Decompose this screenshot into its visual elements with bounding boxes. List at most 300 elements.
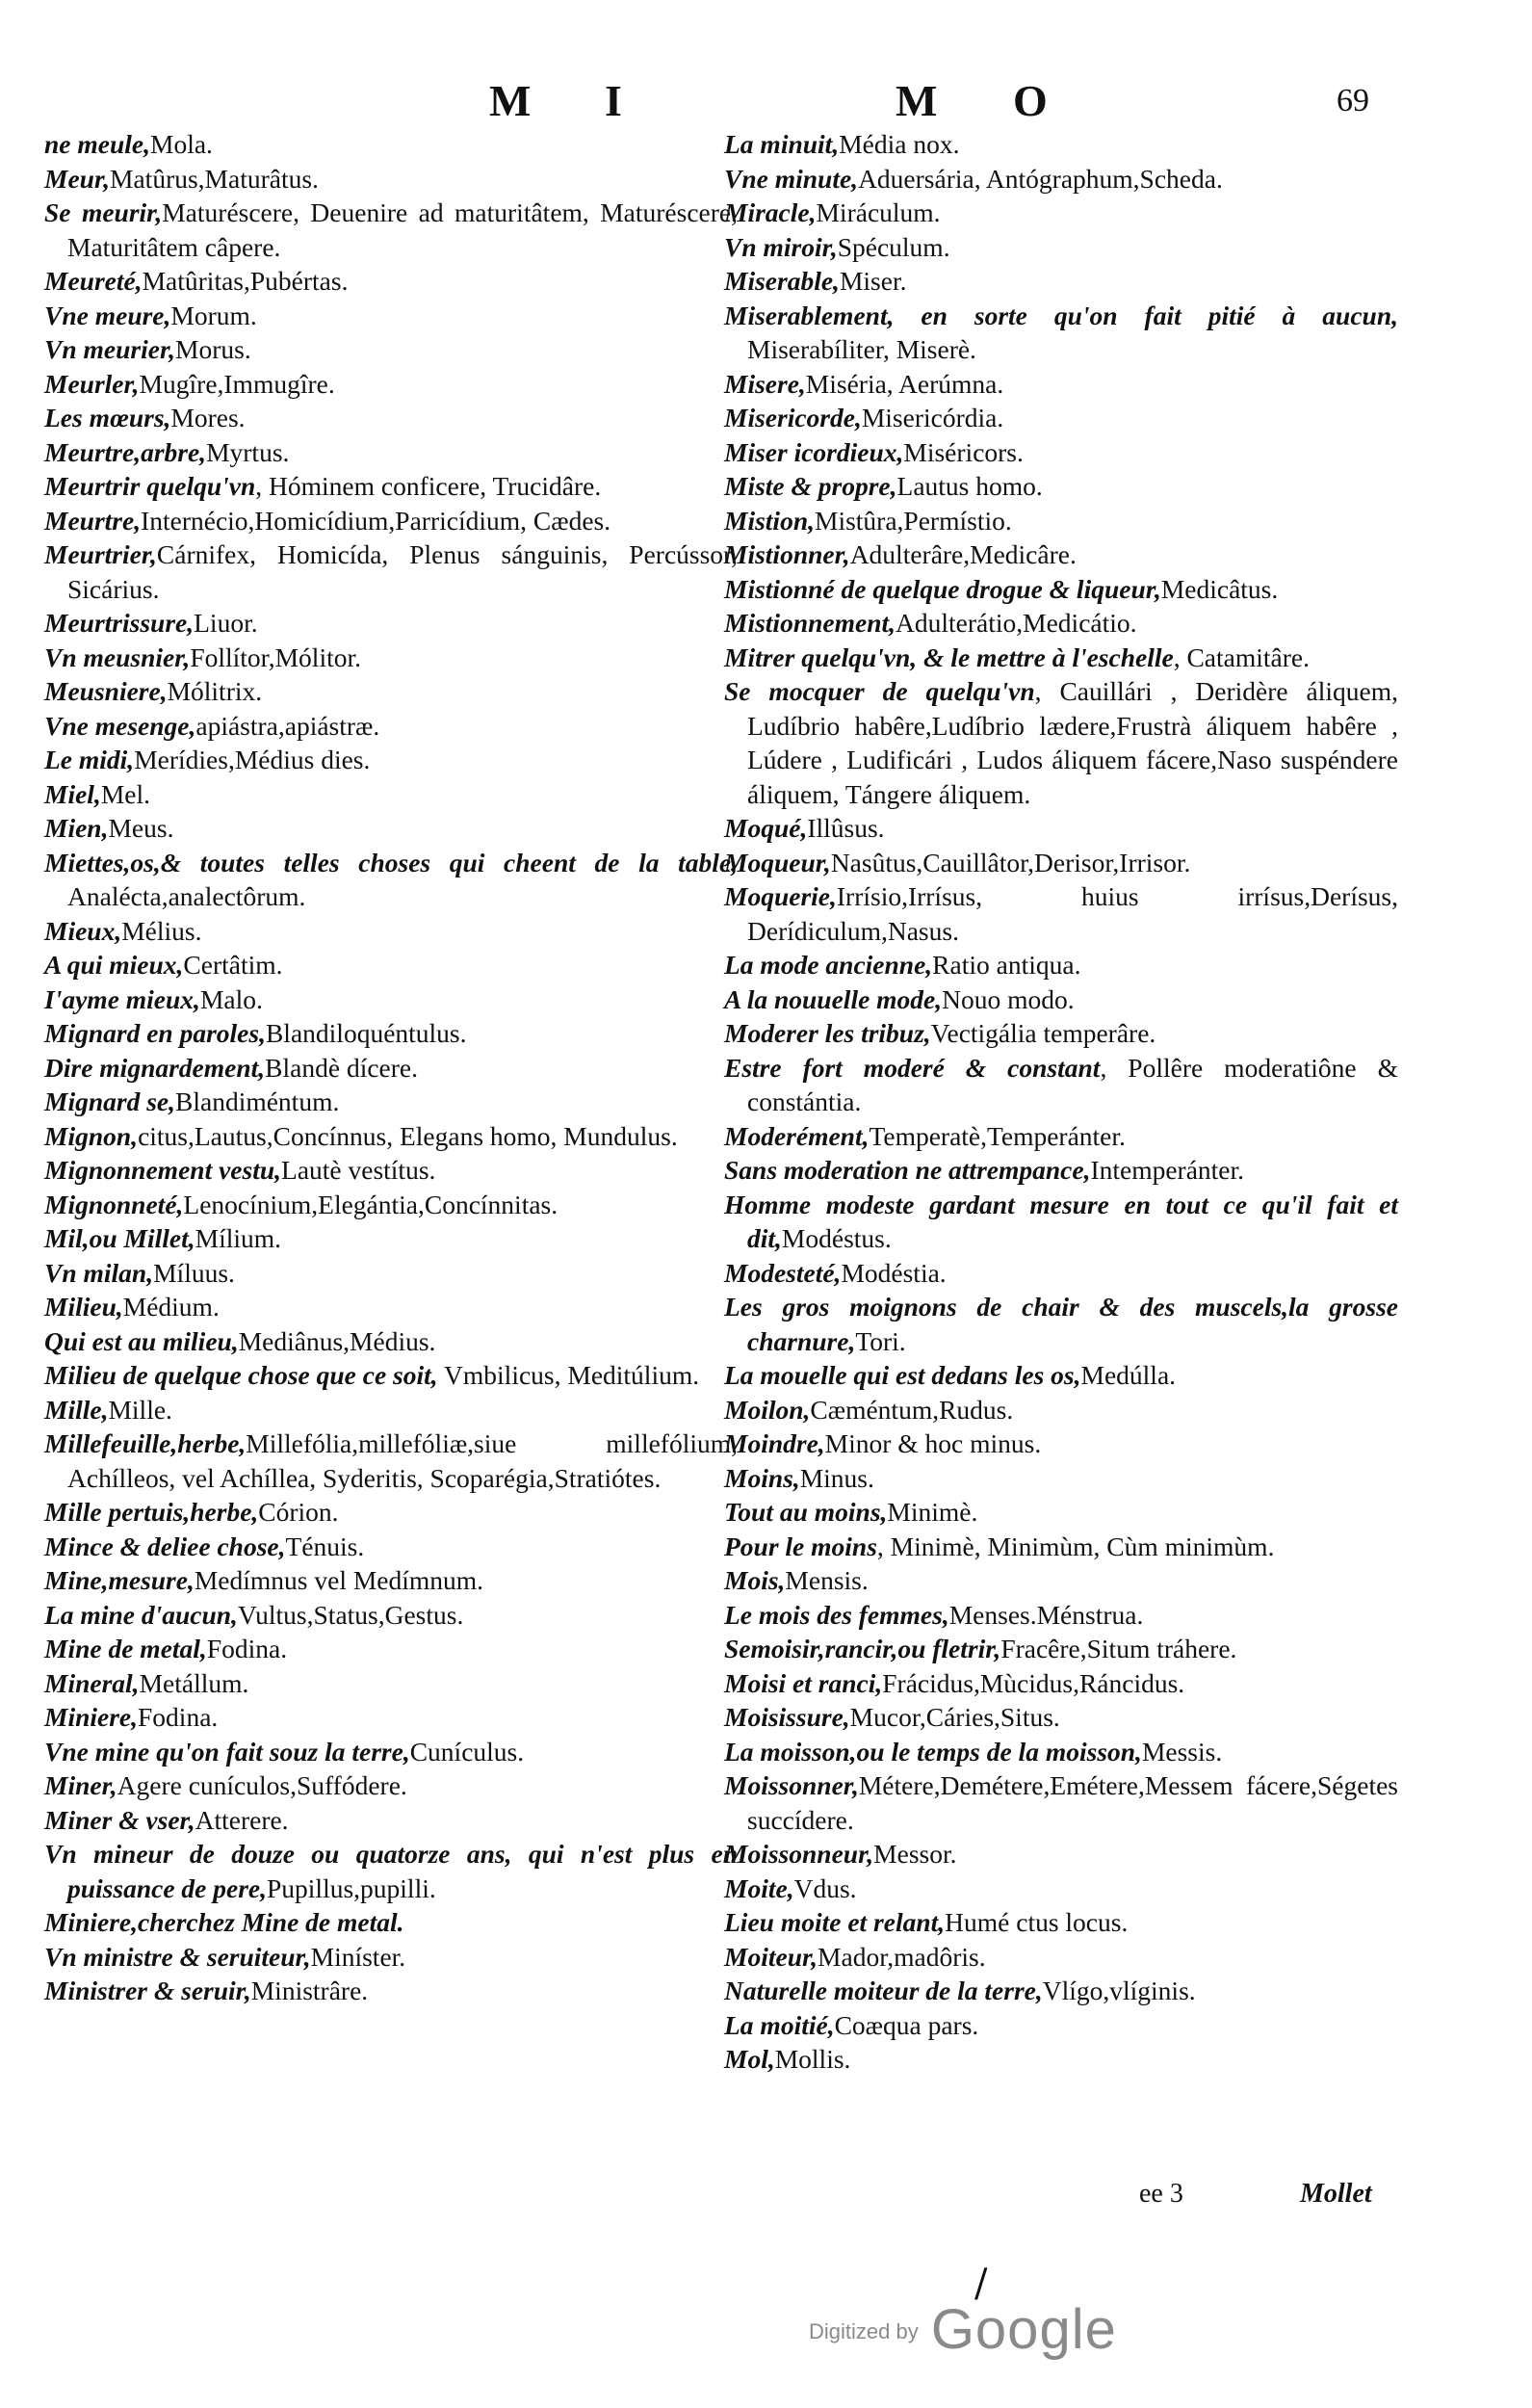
stray-ink-mark: / — [974, 2262, 988, 2306]
entry-definition: Blandiméntum. — [175, 1086, 340, 1116]
entry-headword: Meur, — [44, 163, 111, 194]
entry-definition: Agere cunículos,Suffódere. — [117, 1770, 407, 1800]
entry-definition: Follítor,Mólitor. — [190, 641, 361, 672]
running-header — [0, 75, 1532, 133]
entry-definition: Nouo modo. — [942, 983, 1075, 1014]
entry-headword: Vn meusnier, — [44, 641, 191, 672]
entry-headword: Mignonnement vestu, — [44, 1155, 282, 1185]
dictionary-entry — [44, 1085, 738, 1119]
dictionary-entry — [44, 435, 738, 470]
signature-mark: ee 3 — [1139, 2179, 1183, 2209]
entry-headword: Moilon, — [724, 1394, 811, 1425]
entry-definition: Minus. — [799, 1462, 874, 1493]
entry-definition: Mólitrix. — [167, 676, 263, 706]
dictionary-entry — [44, 1530, 738, 1564]
dictionary-entry — [44, 1598, 738, 1633]
dictionary-entry — [724, 1837, 1398, 1871]
dictionary-entry — [44, 1666, 738, 1701]
entry-headword: Se meurir, — [44, 197, 163, 227]
dictionary-entry — [724, 1119, 1398, 1154]
entry-definition: Meus. — [108, 813, 174, 843]
dictionary-entry — [44, 1426, 738, 1495]
entry-headword: Modesteté, — [724, 1257, 842, 1288]
dictionary-entry — [724, 537, 1398, 572]
dictionary-entry — [44, 846, 738, 914]
entry-headword: Miserablement, en sorte qu'on fait pitié à aucun, — [724, 300, 1398, 330]
entry-definition: Malo. — [199, 983, 263, 1014]
entry-definition: Miser. — [839, 266, 907, 296]
entry-definition: Vlígo,vlíginis. — [1042, 1976, 1196, 2005]
entry-headword: Mieux, — [44, 915, 122, 946]
entry-headword: La moitié, — [724, 2009, 835, 2040]
right-column — [724, 127, 1398, 2077]
entry-definition: , Cauillári , Deridère áliquem, Ludíbrio habêre,Ludíbrio lædere,Frustrà áliquem habêre , Lúdere , Ludificári , Ludos áliquem fácere,Naso suspéndere áliquem, Tángere áliquem. — [747, 676, 1398, 809]
entry-headword: Mille pertuis,herbe, — [44, 1497, 259, 1527]
entry-definition: Illûsus. — [807, 813, 885, 843]
entry-headword: Vn mineur de douze ou quatorze ans, qui n'est plus en puissance de pere, — [44, 1839, 738, 1903]
entry-headword: Mitrer quelqu'vn, & le mettre à l'eschelle — [724, 641, 1174, 672]
entry-definition: Mille. — [108, 1394, 172, 1425]
entry-definition: , Catamitâre. — [1173, 641, 1310, 672]
entry-definition: Liuor. — [194, 608, 258, 638]
entry-definition: Internécio,Homicídium,Parricídium, Cædes. — [141, 505, 611, 536]
dictionary-entry — [44, 162, 738, 196]
entry-definition: Medúlla. — [1080, 1360, 1177, 1390]
entry-headword: Meurtrissure, — [44, 608, 195, 638]
entry-headword: Moindre, — [724, 1428, 825, 1458]
entry-definition: Miníster. — [310, 1941, 406, 1972]
entry-headword: Lieu moite et relant, — [724, 1907, 946, 1937]
dictionary-entry — [44, 1837, 738, 1905]
entry-headword: Moderément, — [724, 1120, 870, 1151]
entry-definition: Morum. — [170, 300, 257, 330]
dictionary-entry — [724, 2008, 1398, 2043]
entry-definition: Miséricors. — [903, 436, 1024, 467]
entry-definition: Metállum. — [139, 1667, 249, 1698]
entry-definition: Miráculum. — [816, 197, 941, 227]
dictionary-entry — [724, 1666, 1398, 1701]
dictionary-entry — [44, 1051, 738, 1086]
entry-headword: Moiteur, — [724, 1941, 818, 1972]
entry-definition: Morus. — [175, 334, 251, 364]
entry-definition: Fodina. — [206, 1634, 288, 1663]
entry-definition: Mistûra,Permístio. — [815, 505, 1012, 536]
entry-definition: Modéstus. — [781, 1223, 892, 1253]
entry-headword: Mince & deliee chose, — [44, 1531, 286, 1561]
entry-headword: Pour le moins — [724, 1531, 877, 1561]
entry-definition: Analécta,analectôrum. — [67, 881, 306, 911]
dictionary-entry — [44, 1974, 738, 2008]
dictionary-entry — [44, 674, 738, 709]
entry-headword: La moisson,ou le temps de la moisson, — [724, 1736, 1142, 1767]
entry-headword: Les mœurs, — [44, 403, 171, 432]
entry-headword: Moisissure, — [724, 1702, 850, 1732]
entry-definition: Messor. — [873, 1839, 957, 1869]
dictionary-entry — [724, 264, 1398, 299]
entry-definition: Lautus homo. — [896, 471, 1043, 501]
header-letter-i: I — [605, 76, 622, 125]
entry-headword: Meurler, — [44, 368, 140, 399]
entry-definition: Mollis. — [774, 2044, 851, 2074]
dictionary-entry — [44, 264, 738, 299]
dictionary-entry — [724, 299, 1398, 367]
dictionary-entry — [44, 299, 738, 333]
entry-headword: A la nouuelle mode, — [724, 983, 943, 1014]
entry-definition: Blandiloquéntulus. — [265, 1018, 467, 1048]
dictionary-entry — [724, 674, 1398, 811]
entry-definition: Medímnus vel Medímnum. — [194, 1565, 484, 1595]
digitized-by-text: Digitized by — [809, 2319, 919, 2343]
entry-definition: Média nox. — [839, 129, 960, 159]
entry-headword: I'ayme mieux, — [44, 983, 200, 1014]
dictionary-entry — [44, 401, 738, 435]
entry-headword: Naturelle moiteur de la terre, — [724, 1976, 1043, 2005]
entry-headword: Meurtrier, — [44, 539, 157, 569]
dictionary-entry — [724, 811, 1398, 846]
entry-definition: Mores. — [170, 403, 246, 432]
entry-definition: Intemperánter. — [1090, 1155, 1245, 1185]
entry-definition: Mola. — [150, 129, 213, 159]
entry-headword: Dire mignardement, — [44, 1052, 266, 1083]
dictionary-entry — [724, 230, 1398, 265]
entry-headword: Mille, — [44, 1394, 109, 1425]
dictionary-entry — [44, 1256, 738, 1291]
entry-headword: Sans moderation ne attrempance, — [724, 1155, 1091, 1185]
entry-definition: Coæqua pars. — [834, 2009, 979, 2040]
dictionary-entry — [44, 914, 738, 949]
entry-headword: Moqué, — [724, 813, 808, 843]
dictionary-entry — [724, 1974, 1398, 2008]
entry-definition: Frácidus,Mùcidus,Ráncidus. — [882, 1667, 1185, 1698]
entry-definition: Menses.Ménstrua. — [948, 1599, 1144, 1630]
entry-headword: Mineral, — [44, 1667, 140, 1698]
dictionary-entry — [724, 1735, 1398, 1769]
dictionary-entry — [44, 196, 738, 264]
dictionary-entry — [44, 1324, 738, 1359]
dictionary-entry — [724, 1256, 1398, 1291]
entry-definition: Minimè. — [887, 1497, 978, 1527]
dictionary-entry — [44, 1188, 738, 1222]
entry-definition: Misericórdia. — [861, 403, 1004, 432]
entry-headword: Millefeuille,herbe, — [44, 1428, 247, 1458]
dictionary-entry — [724, 1563, 1398, 1598]
dictionary-entry — [724, 367, 1398, 402]
entry-headword: La mouelle qui est dedans les os, — [724, 1360, 1081, 1390]
entry-headword: Meurtrir quelqu'vn — [44, 471, 256, 501]
entry-definition: Spéculum. — [837, 231, 950, 262]
entry-headword: Miniere, — [44, 1702, 139, 1732]
entry-headword: Mien, — [44, 813, 109, 843]
entry-definition: Cárnifex, Homicída, Plenus sánguinis, Percússor, Sicárius. — [67, 539, 738, 604]
dictionary-entry — [44, 1632, 738, 1666]
dictionary-entry — [44, 469, 738, 504]
entry-headword: Vn milan, — [44, 1257, 154, 1288]
dictionary-entry — [724, 1426, 1398, 1461]
dictionary-entry — [724, 1188, 1398, 1256]
entry-definition: Mensis. — [785, 1565, 869, 1595]
dictionary-entry — [44, 1016, 738, 1051]
entry-headword: Mine de metal, — [44, 1634, 207, 1663]
dictionary-entry — [44, 1563, 738, 1598]
entry-headword: Ministrer & seruir, — [44, 1976, 251, 2005]
entry-headword: Milieu, — [44, 1292, 123, 1322]
entry-definition: Fracêre,Situm tráhere. — [1000, 1634, 1237, 1663]
entry-definition: Mediânus,Médius. — [238, 1325, 436, 1356]
entry-definition: Vdus. — [793, 1872, 857, 1903]
entry-headword: Les gros moignons de chair & des muscels,la grosse charnure, — [724, 1292, 1398, 1356]
entry-definition: Lenocínium,Elegántia,Concínnitas. — [183, 1189, 558, 1219]
entry-definition: Cunículus. — [409, 1736, 525, 1767]
entry-definition: Blandè dícere. — [265, 1052, 418, 1083]
entry-headword: A qui mieux, — [44, 950, 184, 980]
dictionary-entry — [44, 537, 738, 606]
dictionary-entry — [44, 1803, 738, 1838]
entry-headword: Mil,ou Millet, — [44, 1223, 195, 1253]
dictionary-entry — [724, 846, 1398, 880]
dictionary-entry — [724, 504, 1398, 538]
entry-definition: Matûritas,Pubértas. — [142, 266, 349, 296]
dictionary-entry — [44, 811, 738, 846]
entry-headword: Miel, — [44, 778, 101, 809]
entry-definition: Vmbilicus, Meditúlium. — [437, 1360, 700, 1390]
entry-definition: , Hóminem conficere, Trucidâre. — [255, 471, 602, 501]
entry-headword: Meurtre,arbre, — [44, 436, 207, 467]
entry-headword: Mois, — [724, 1565, 786, 1595]
entry-headword: Vne minute, — [724, 163, 859, 194]
dictionary-entry — [44, 948, 738, 982]
entry-headword: Miserable, — [724, 266, 840, 296]
entry-definition: Ratio antiqua. — [932, 950, 1081, 980]
dictionary-entry — [44, 1393, 738, 1427]
entry-headword: Mol, — [724, 2044, 775, 2074]
entry-headword: Estre fort moderé & constant — [724, 1052, 1101, 1083]
entry-headword: Moqueur, — [724, 847, 831, 877]
dictionary-entry — [44, 1290, 738, 1324]
dictionary-entry — [724, 162, 1398, 196]
dictionary-entry — [44, 743, 738, 777]
entry-headword: Se mocquer de quelqu'vn — [724, 676, 1035, 706]
dictionary-entry — [44, 777, 738, 812]
dictionary-entry — [44, 1153, 738, 1188]
dictionary-entry — [44, 127, 738, 162]
entry-headword: Mistion, — [724, 505, 815, 536]
dictionary-entry — [724, 1358, 1398, 1393]
entry-definition: Mador,madôris. — [818, 1941, 986, 1972]
entry-definition: Córion. — [258, 1497, 339, 1527]
entry-headword: La mine d'aucun, — [44, 1599, 238, 1630]
dictionary-entry — [724, 1768, 1398, 1837]
entry-headword: Miracle, — [724, 197, 817, 227]
dictionary-entry — [724, 572, 1398, 607]
entry-definition: Aduersária, Antógraphum,Scheda. — [858, 163, 1223, 194]
dictionary-entry — [44, 1735, 738, 1769]
entry-definition: Humé ctus locus. — [945, 1907, 1129, 1937]
dictionary-entry — [44, 1358, 738, 1393]
entry-headword: Vn meurier, — [44, 334, 176, 364]
dictionary-entry — [724, 1153, 1398, 1188]
entry-definition: Modéstia. — [841, 1257, 947, 1288]
entry-definition: Adulterátio,Medicátio. — [896, 608, 1137, 638]
dictionary-entry — [724, 948, 1398, 982]
entry-headword: Tout au moins, — [724, 1497, 888, 1527]
entry-definition: , Minimè, Minimùm, Cùm minimùm. — [876, 1531, 1275, 1561]
dictionary-entry — [724, 469, 1398, 504]
dictionary-entry — [724, 1871, 1398, 1906]
entry-headword: Miner & vser, — [44, 1804, 195, 1835]
page-number: 69 — [1337, 83, 1369, 118]
entry-headword: Vne mine qu'on fait souz la terre, — [44, 1736, 410, 1767]
header-letter-o: O — [1013, 76, 1048, 125]
entry-definition: Ministrâre. — [250, 1976, 369, 2005]
dictionary-entry — [44, 606, 738, 641]
entry-headword: Vne meure, — [44, 300, 171, 330]
dictionary-entry — [724, 1495, 1398, 1530]
entry-headword: Qui est au milieu, — [44, 1325, 239, 1356]
dictionary-entry — [44, 982, 738, 1017]
entry-definition: Vultus,Status,Gestus. — [237, 1599, 464, 1630]
entry-headword: Moquerie, — [724, 881, 837, 911]
entry-headword: Mistionnement, — [724, 608, 896, 638]
left-column — [44, 127, 738, 2008]
dictionary-entry — [724, 1905, 1398, 1940]
entry-definition: Matûrus,Maturâtus. — [110, 163, 319, 194]
dictionary-entry — [44, 1700, 738, 1735]
dictionary-entry — [44, 332, 738, 367]
entry-definition: Ténuis. — [285, 1531, 365, 1561]
header-letter-m: M — [489, 76, 532, 125]
entry-headword: Moderer les tribuz, — [724, 1018, 931, 1048]
entry-headword: ne meule, — [44, 129, 150, 159]
entry-headword: Moissonner, — [724, 1770, 859, 1800]
entry-definition: Certâtim. — [183, 950, 283, 980]
entry-definition: Métere,Demétere,Emétere,Messem fácere,Ségetes succídere. — [747, 1770, 1398, 1835]
entry-headword: Vn miroir, — [724, 231, 838, 262]
entry-headword: Meurtre, — [44, 505, 142, 536]
entry-headword: Mignon, — [44, 1120, 139, 1151]
dictionary-entry — [724, 879, 1398, 948]
dictionary-entry — [724, 1632, 1398, 1666]
dictionary-entry — [44, 1495, 738, 1530]
entry-headword: Meusniere, — [44, 676, 168, 706]
entry-definition: Mel. — [100, 778, 151, 809]
dictionary-entry — [724, 1598, 1398, 1633]
entry-headword: Mignard se, — [44, 1086, 175, 1116]
entry-definition: Fodina. — [138, 1702, 219, 1732]
entry-definition: Temperatè,Temperánter. — [869, 1120, 1126, 1151]
entry-definition: Myrtus. — [206, 436, 290, 467]
entry-definition: Irrísio,Irrísus, huius irrísus,Derísus, Derídiculum,Nasus. — [747, 881, 1398, 946]
entry-headword: La minuit, — [724, 129, 840, 159]
dictionary-entry — [724, 1051, 1398, 1119]
entry-definition: Millefólia,millefóliæ,siue millefólium, Achílleos, vel Achíllea, Syderitis, Scoparégia,Stratiótes. — [67, 1428, 738, 1493]
entry-definition: Mélius. — [121, 915, 202, 946]
entry-headword: Homme modeste gardant mesure en tout ce qu'il fait et dit, — [724, 1189, 1398, 1253]
entry-headword: Mine,mesure, — [44, 1565, 195, 1595]
entry-headword: Le midi, — [44, 745, 135, 774]
dictionary-entry — [724, 606, 1398, 641]
entry-definition: Mucor,Cáries,Situs. — [849, 1702, 1060, 1732]
entry-definition: Pupillus,pupilli. — [267, 1872, 436, 1903]
entry-headword: Mignard en paroles, — [44, 1018, 266, 1048]
entry-headword: La mode ancienne, — [724, 950, 933, 980]
entry-definition: apiástra,apiástræ. — [195, 710, 380, 741]
dictionary-entry — [724, 641, 1398, 675]
dictionary-entry — [724, 435, 1398, 470]
digitized-watermark — [809, 2297, 1117, 2362]
entry-headword: Moite, — [724, 1872, 794, 1903]
entry-headword: Misericorde, — [724, 403, 862, 432]
entry-definition: Adulterâre,Medicâre. — [849, 539, 1077, 569]
entry-headword: Miser icordieux, — [724, 436, 904, 467]
entry-headword: Le mois des femmes, — [724, 1599, 949, 1630]
entry-definition: Lautè vestítus. — [281, 1155, 436, 1185]
dictionary-entry — [44, 1940, 738, 1975]
entry-headword: Milieu de quelque chose que ce soit, — [44, 1360, 438, 1390]
entry-headword: Vne mesenge, — [44, 710, 196, 741]
entry-definition: Messis. — [1141, 1736, 1223, 1767]
entry-headword: Miste & propre, — [724, 471, 897, 501]
entry-headword: Mistionné de quelque drogue & liqueur, — [724, 573, 1161, 604]
dictionary-entry — [44, 709, 738, 744]
entry-headword: Misere, — [724, 368, 806, 399]
entry-definition: Nasûtus,Cauillâtor,Derisor,Irrisor. — [830, 847, 1191, 877]
dictionary-entry — [44, 1768, 738, 1803]
dictionary-entry — [724, 401, 1398, 435]
entry-headword: Miettes,os,& toutes telles choses qui cheent de la table, — [44, 847, 738, 877]
dictionary-entry — [44, 1119, 738, 1154]
entry-headword: Semoisir,rancir,ou fletrir, — [724, 1634, 1001, 1663]
dictionary-entry — [44, 1221, 738, 1256]
entry-headword: Moins, — [724, 1462, 800, 1493]
entry-definition: Atterere. — [195, 1804, 289, 1835]
entry-headword: Mistionner, — [724, 539, 850, 569]
entry-definition: Médium. — [122, 1292, 220, 1322]
dictionary-entry — [724, 1016, 1398, 1051]
header-letter-m2: M — [896, 76, 938, 125]
entry-headword: Meureté, — [44, 266, 143, 296]
dictionary-entry — [724, 1530, 1398, 1564]
entry-definition: Míluus. — [153, 1257, 235, 1288]
entry-headword: Mignonneté, — [44, 1189, 184, 1219]
dictionary-entry — [44, 641, 738, 675]
catchword: Mollet — [1300, 2179, 1372, 2209]
entry-headword: Moissonneur, — [724, 1839, 874, 1869]
dictionary-entry — [724, 1461, 1398, 1496]
entry-definition: , Pollêre moderatiône & constántia. — [747, 1052, 1399, 1116]
dictionary-entry — [724, 1393, 1398, 1427]
entry-definition: Mugîre,Immugîre. — [139, 368, 335, 399]
entry-definition: Cæméntum,Rudus. — [810, 1394, 1014, 1425]
entry-definition: Maturéscere, Deuenire ad maturitâtem, Maturéscere, Maturitâtem câpere. — [67, 197, 738, 262]
entry-headword: Moisi et ranci, — [724, 1667, 883, 1698]
dictionary-entry — [724, 2042, 1398, 2077]
entry-definition: Mílium. — [195, 1223, 282, 1253]
dictionary-entry — [724, 1290, 1398, 1358]
entry-headword: Vn ministre & seruiteur, — [44, 1941, 311, 1972]
entry-headword: Miner, — [44, 1770, 117, 1800]
entry-definition: Miserabíliter, Miserè. — [747, 334, 976, 364]
dictionary-entry — [724, 982, 1398, 1017]
dictionary-entry — [724, 196, 1398, 230]
dictionary-entry — [44, 367, 738, 402]
dictionary-entry — [44, 504, 738, 538]
dictionary-entry — [724, 1700, 1398, 1735]
dictionary-entry — [724, 1940, 1398, 1975]
entry-definition: Merídies,Médius dies. — [134, 745, 371, 774]
entry-definition: Miséria, Aerúmna. — [805, 368, 1004, 399]
dictionary-entry — [44, 1905, 738, 1940]
dictionary-entry — [724, 127, 1398, 162]
